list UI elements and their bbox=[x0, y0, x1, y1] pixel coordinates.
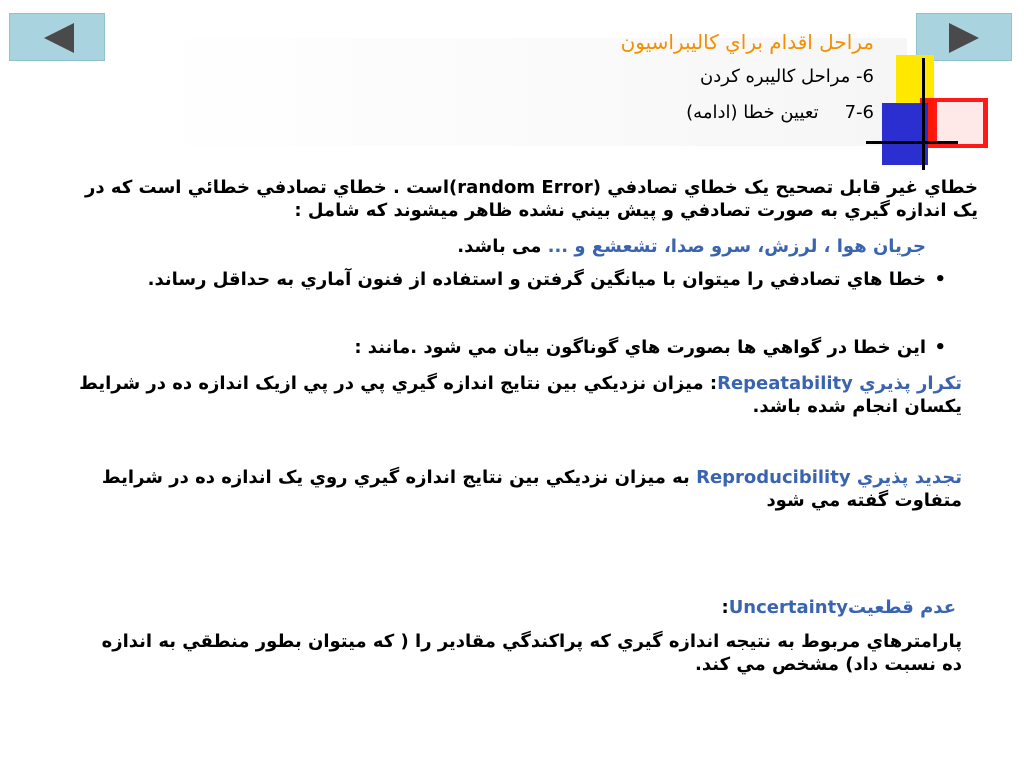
repeatability-label-en: Repeatability bbox=[717, 373, 853, 394]
subsection-title: تعيين خطا (ادامه) bbox=[686, 102, 819, 123]
repeatability-definition: تكرار پذيري Repeatability: ميزان نزديكي بين نتايج اندازه گيري پي در پي ازيک اندازه ده در شرايط يکسان انجام شده باشد. bbox=[79, 373, 962, 417]
previous-slide-button[interactable] bbox=[9, 13, 105, 61]
repeatability-text: ميزان نزديكي بين نتايج اندازه گيري پي در پي ازيک اندازه ده در شرايط يکسان انجام شده باشد. bbox=[79, 373, 962, 417]
bullet-item: • اين خطا در گواهي ها بصورت هاي گوناگون بيان مي شود .مانند : bbox=[106, 336, 926, 359]
reproducibility-label-en: Reproducibility bbox=[696, 467, 851, 488]
random-error-term: random Error bbox=[457, 177, 593, 198]
decor-white-square bbox=[937, 102, 983, 144]
slide-title: مراحل اقدام براي كاليبراسيون bbox=[620, 30, 874, 54]
uncertainty-definition: پارامترهاي مربوط به نتيجه اندازه گيري که پراکندگي مقادير را ( كه ميتوان بطور منطقي به اندازه ده نسبت داد) مشخص مي کند. bbox=[101, 631, 962, 675]
error-sources-list: جريان هوا ، لرزش، سرو صدا، تشعشع و ... bbox=[547, 236, 926, 257]
para1-start: خطاي غير قابل تصحيح يک خطاي تصادفي ( bbox=[592, 177, 978, 198]
decor-vertical-line bbox=[922, 58, 925, 170]
next-slide-button[interactable] bbox=[916, 13, 1012, 61]
uncertainty-label-en: Uncertainty bbox=[728, 597, 848, 618]
random-error-paragraph bbox=[58, 176, 978, 222]
section-heading: 6- مراحل كاليبره كردن bbox=[700, 66, 874, 87]
reproducibility-definition bbox=[62, 466, 962, 512]
reproducibility-text: به ميزان نزديكي بين نتايج اندازه گيري روي يک اندازه ده در شرايط متفاوت گفته مي شود bbox=[101, 467, 962, 511]
list-ending: می باشد. bbox=[457, 236, 548, 257]
para1-mid: )است . خطاي تصادفي خطائي است که در يک اندازه گيري به صورت تصادفي و پيش بيني نشده ظاهر ميشوند که شامل : bbox=[85, 177, 978, 221]
repeatability-label-fa: تكرار پذيري bbox=[859, 373, 962, 394]
decor-horizontal-line bbox=[866, 141, 958, 144]
subsection-number: 7-6 bbox=[844, 102, 874, 123]
bullet-item: • خطا هاي تصادفي را ميتوان با ميانگين گرفتن و استفاده از فنون آماري به حداقل رساند. bbox=[106, 268, 926, 291]
random-error-examples bbox=[126, 235, 926, 258]
uncertainty-heading: عدم قطعيتUncertainty: bbox=[721, 597, 956, 618]
uncertainty-label-fa: عدم قطعيت bbox=[847, 597, 956, 618]
reproducibility-label-fa: تجديد پذيري bbox=[856, 467, 962, 488]
subsection-heading bbox=[686, 102, 874, 123]
triangle-left-icon bbox=[10, 14, 106, 62]
header-band bbox=[155, 38, 907, 146]
